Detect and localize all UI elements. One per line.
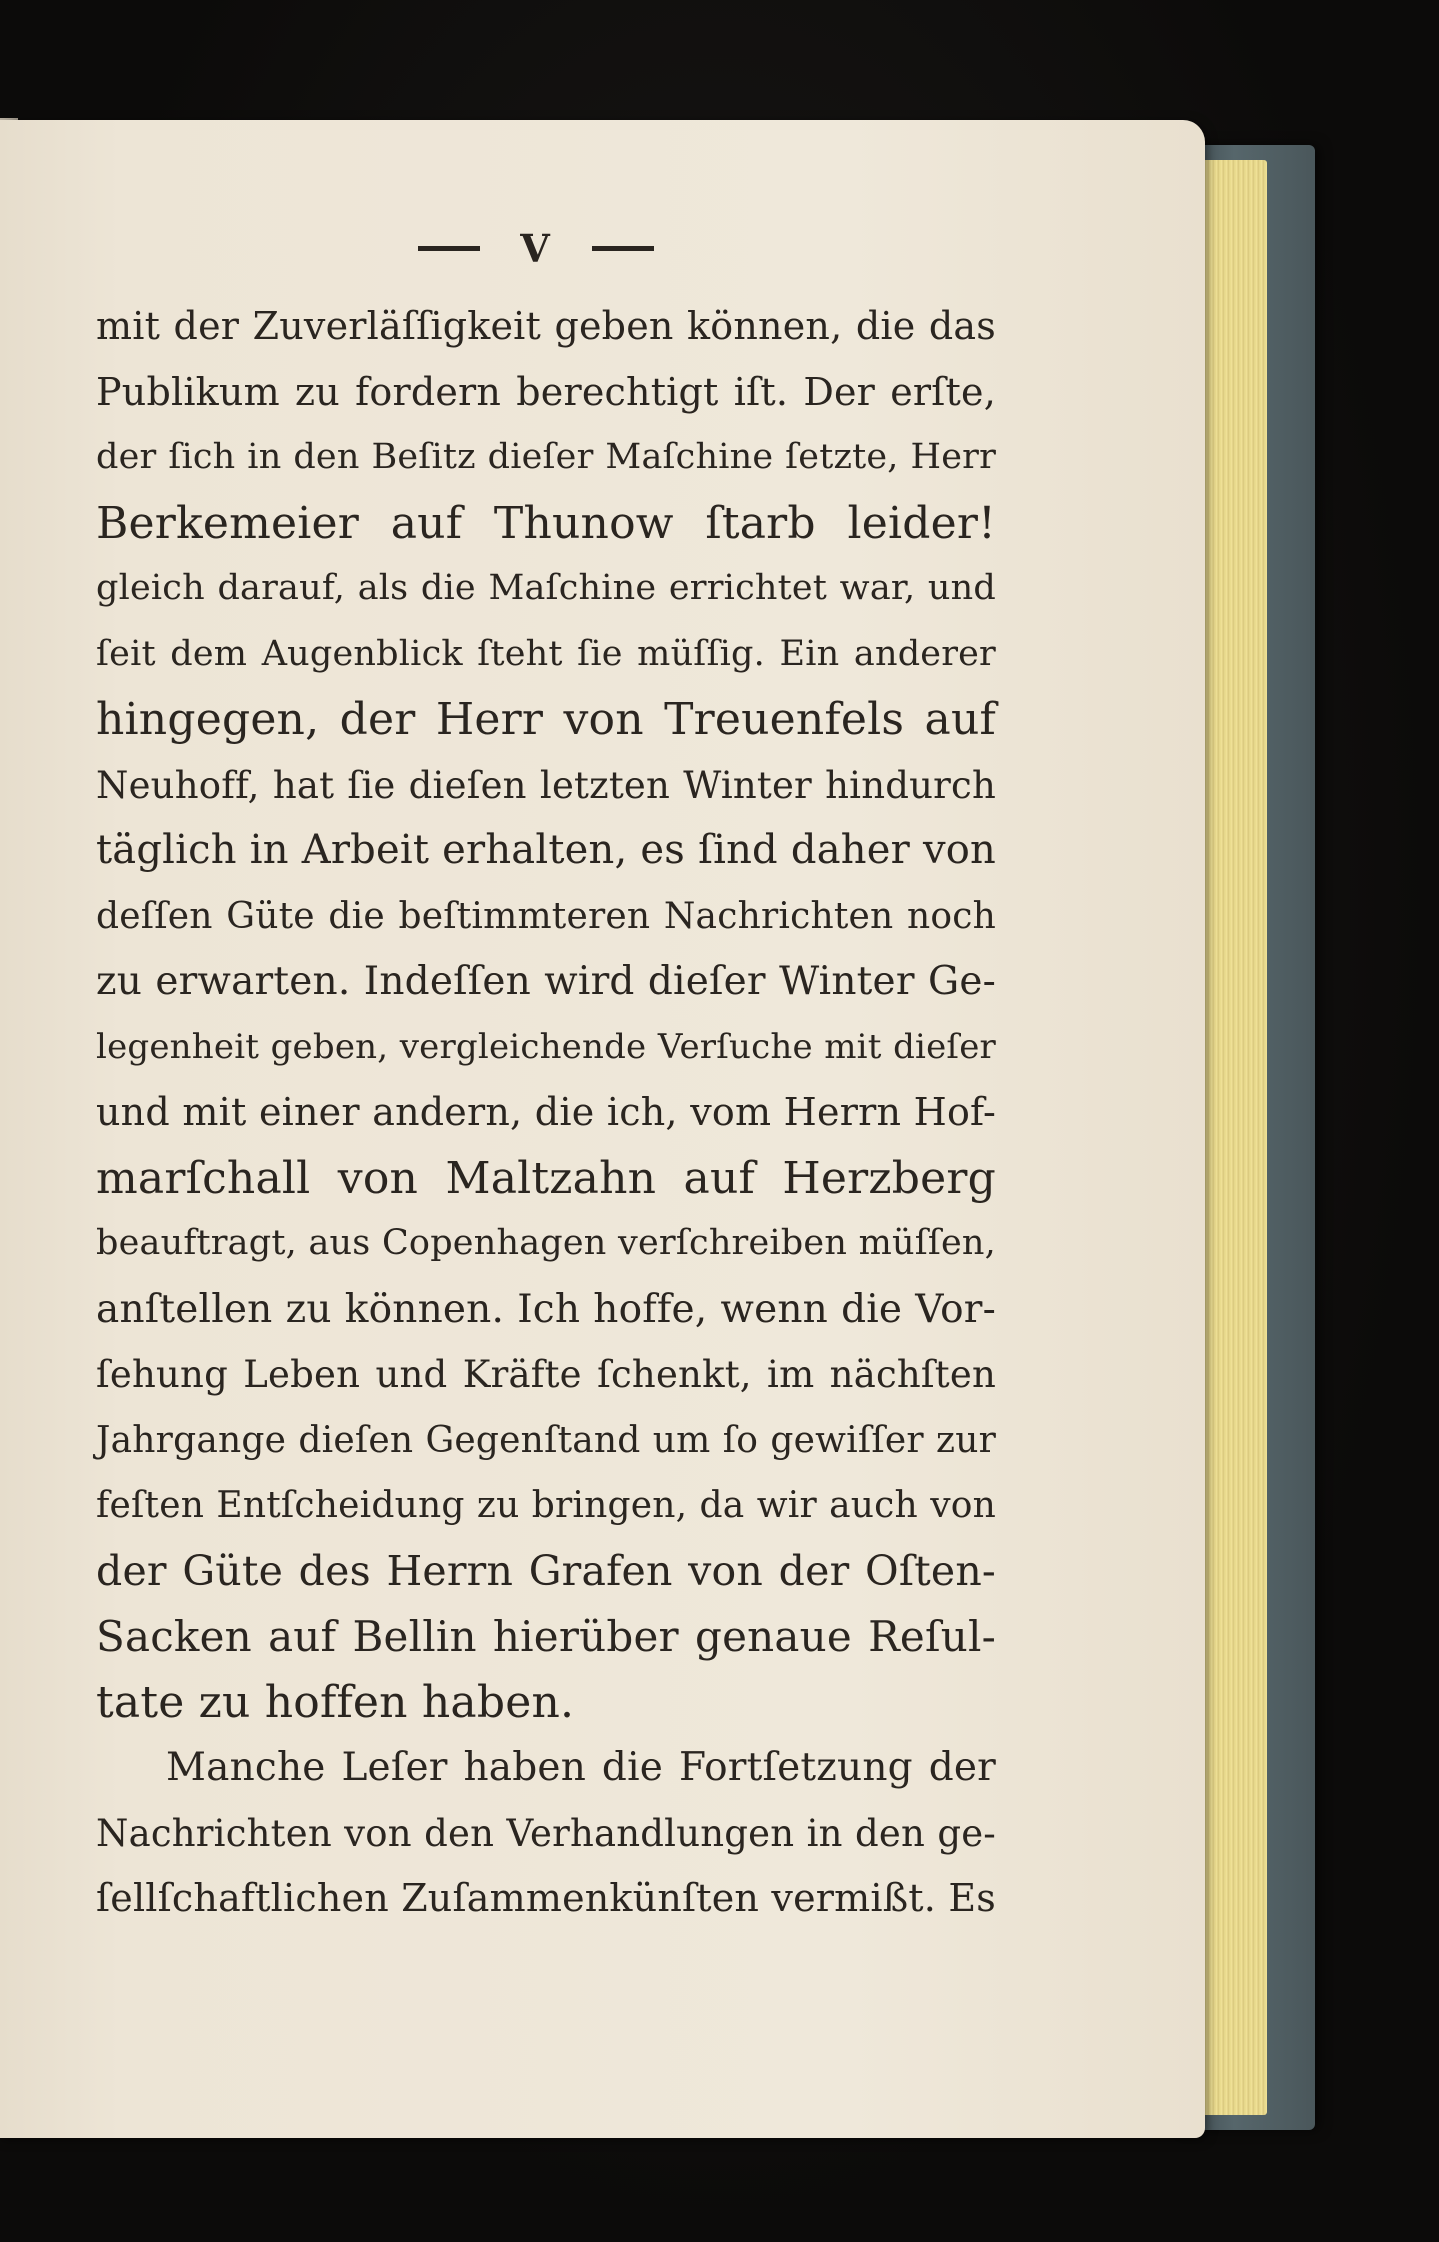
text-line: Jahrgange dieſen Gegenſtand um ſo gewiſſer zur: [96, 1419, 996, 1461]
header-dash-left: [418, 246, 480, 251]
text-line: tate zu hoffen haben.: [96, 1676, 575, 1728]
page-number: V: [520, 225, 552, 271]
text-line: und mit einer andern, die ich, vom Herrn Hof-: [96, 1090, 996, 1134]
book-page-edges: [1195, 160, 1267, 2115]
text-line: täglich in Arbeit erhalten, es ſind daher von: [96, 827, 996, 873]
text-line: mit der Zuverläſſigkeit geben können, die das: [96, 304, 996, 348]
text-line: Sacken auf Bellin hierüber genaue Reſul-: [96, 1612, 996, 1661]
text-line: anſtellen zu können. Ich hoffe, wenn die Vor-: [96, 1286, 996, 1332]
text-line: deſſen Güte die beſtimmteren Nachrichten noch: [96, 895, 996, 937]
text-line: der ſich in den Beſitz dieſer Maſchine ſetzte, Herr: [96, 437, 996, 477]
text-line: zu erwarten. Indeſſen wird dieſer Winter Ge-: [96, 959, 996, 1004]
header-dash-right: [592, 246, 654, 251]
text-line: Neuhoff, hat ſie dieſen letzten Winter hindurch: [96, 763, 996, 807]
text-line: Manche Leſer haben die Fortſetzung der: [166, 1745, 996, 1790]
body-text: [96, 294, 996, 1932]
text-line: feſten Entſcheidung zu bringen, da wir auch von: [96, 1485, 996, 1526]
page-header: [76, 208, 996, 288]
text-line: legenheit geben, vergleichende Verſuche mit dieſer: [96, 1026, 996, 1067]
text-line: beauftragt, aus Copenhagen verſchreiben müſſen,: [96, 1223, 996, 1263]
book-page: [0, 120, 1205, 2138]
text-line: der Güte des Herrn Grafen von der Oſten-: [96, 1546, 996, 1595]
page-content: [96, 208, 996, 1932]
text-line: Berkemeier auf Thunow ſtarb leider!: [96, 497, 996, 549]
text-line: marſchall von Maltzahn auf Herzberg: [96, 1152, 996, 1204]
text-line: gleich darauf, als die Maſchine errichtet war, und: [96, 568, 996, 608]
text-line: ſeit dem Augenblick ſteht ſie müſſig. Ein anderer: [96, 633, 996, 674]
text-line: ſellſchaftlichen Zuſammenkünſten vermißt. Es: [96, 1876, 996, 1920]
text-line: hingegen, der Herr von Treuenfels auf: [96, 694, 996, 745]
text-line: Publikum zu fordern berechtigt iſt. Der erſte,: [96, 369, 996, 414]
text-line: Nachrichten von den Verhandlungen in den ge-: [96, 1811, 996, 1855]
text-line: ſehung Leben und Kräfte ſchenkt, im nächſten: [96, 1353, 996, 1396]
